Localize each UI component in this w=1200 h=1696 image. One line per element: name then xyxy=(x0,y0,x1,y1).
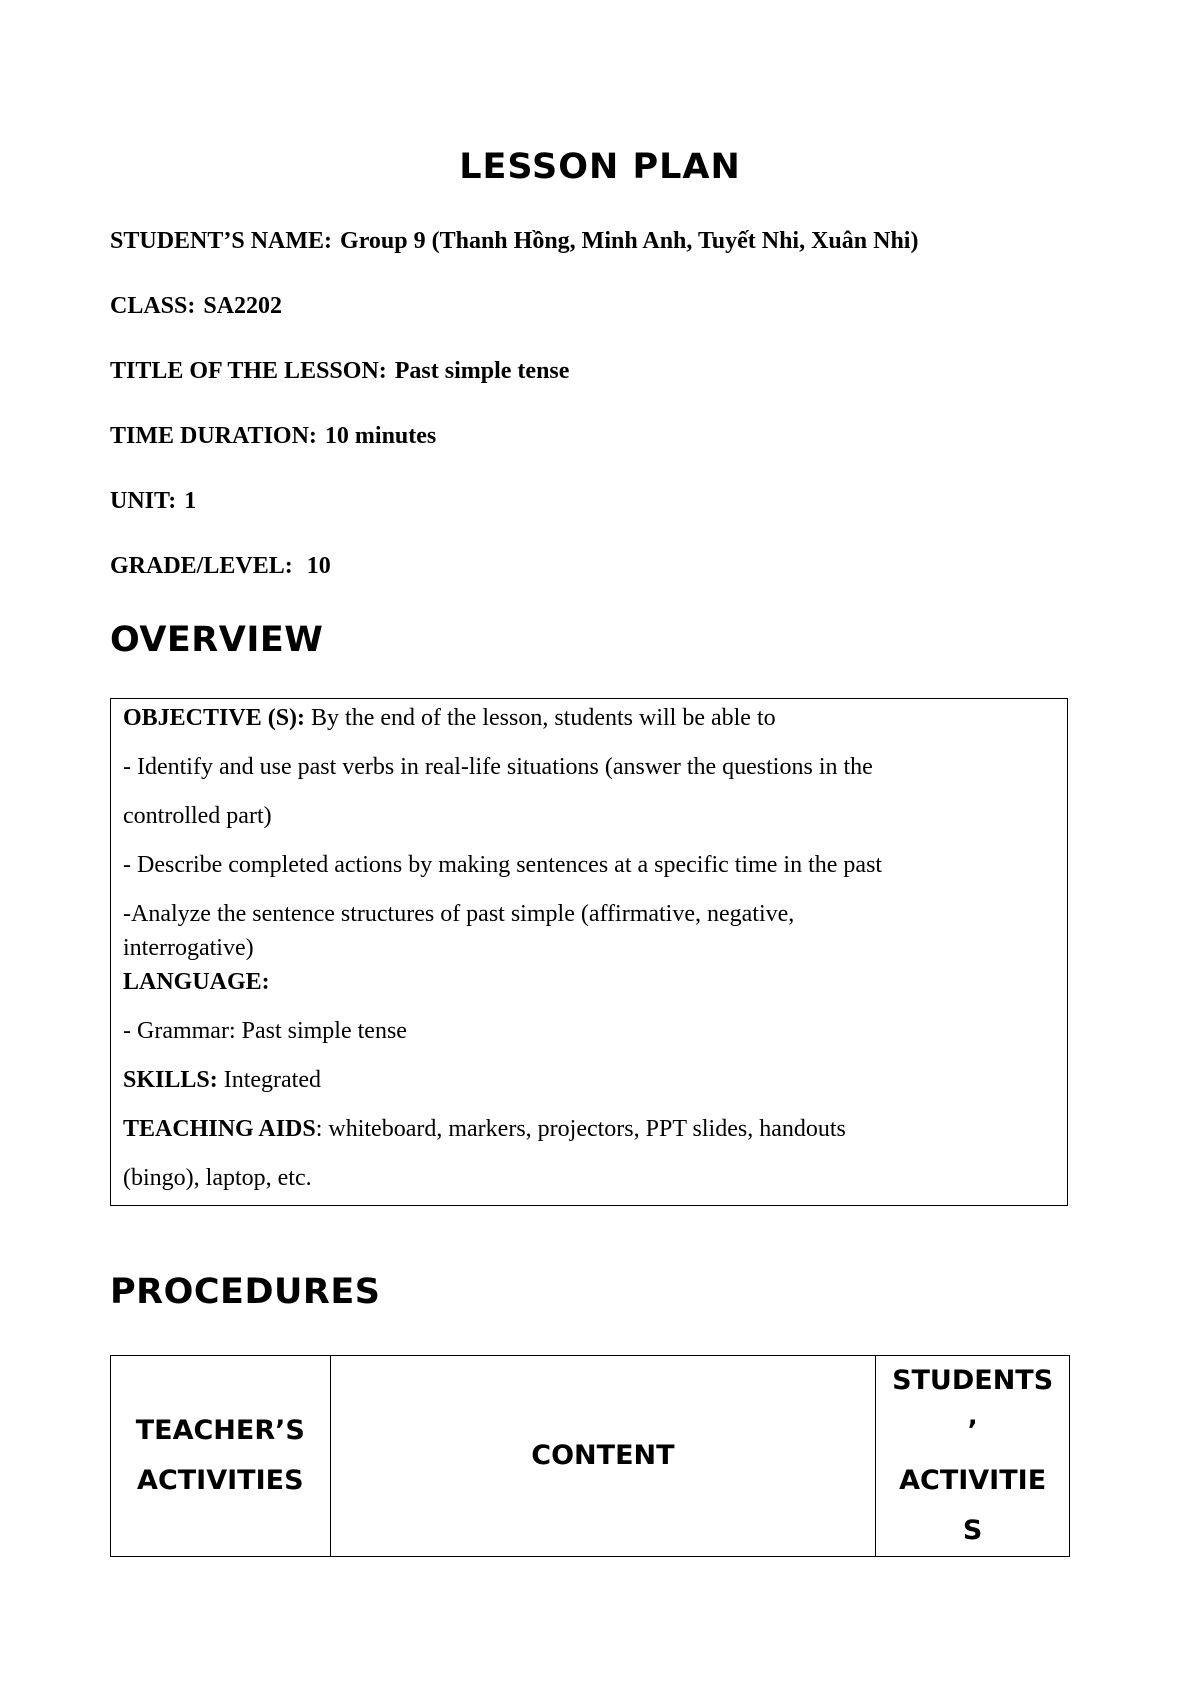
objective-label: OBJECTIVE (S): xyxy=(123,705,306,731)
header-text-line: TEACHER’S xyxy=(135,1415,305,1446)
info-key: STUDENT’S NAME: xyxy=(110,228,333,254)
teaching-aids-line xyxy=(123,1114,1055,1144)
objective-item-1: - Identify and use past verbs in real-life situations (answer the questions in the xyxy=(123,754,873,780)
info-value: 1 xyxy=(184,488,197,514)
objective-intro: By the end of the lesson, students will be able to xyxy=(311,705,776,731)
procedures-heading: PROCEDURES xyxy=(110,1272,381,1312)
info-key: CLASS: xyxy=(110,293,196,319)
teaching-aids-value-cont: (bingo), laptop, etc. xyxy=(123,1165,312,1191)
procedures-table xyxy=(110,1355,1070,1557)
objective-item-1-cont: controlled part) xyxy=(123,803,272,829)
info-key: TITLE OF THE LESSON: xyxy=(110,358,387,384)
grammar-line: - Grammar: Past simple tense xyxy=(123,1018,407,1044)
info-key: UNIT: xyxy=(110,488,177,514)
info-value: SA2202 xyxy=(203,293,283,319)
info-value: Past simple tense xyxy=(394,358,570,384)
skills-label: SKILLS: xyxy=(123,1067,218,1093)
teaching-aids-value: whiteboard, markers, projectors, PPT slides, handouts xyxy=(328,1116,846,1142)
info-value: 10 minutes xyxy=(324,423,437,449)
objective-item-3: -Analyze the sentence structures of past simple (affirmative, negative, xyxy=(123,901,795,927)
objective-item-2: - Describe completed actions by making sentences at a specific time in the past xyxy=(123,852,883,878)
header-students-activities xyxy=(876,1356,1070,1557)
table-header-row xyxy=(111,1356,1070,1557)
header-text-line: ACTIVITIE xyxy=(899,1465,1047,1496)
info-row-unit xyxy=(110,486,1110,516)
info-row-student-name xyxy=(110,226,1110,256)
info-value: Group 9 (Thanh Hồng, Minh Anh, Tuyết Nhi, Xuân Nhi) xyxy=(340,228,919,254)
overview-box xyxy=(110,698,1068,1206)
language-label: LANGUAGE: xyxy=(123,969,270,995)
info-key: GRADE/LEVEL: xyxy=(110,553,293,579)
header-text-line: ACTIVITIES xyxy=(137,1465,304,1496)
info-value: 10 xyxy=(300,553,331,579)
teaching-aids-label: TEACHING AIDS xyxy=(123,1116,316,1142)
skills-value: Integrated xyxy=(223,1067,321,1093)
objective-line xyxy=(123,703,1055,733)
info-row-time-duration xyxy=(110,421,1110,451)
header-teachers-activities xyxy=(111,1356,331,1557)
header-text-line: STUDENTS xyxy=(892,1365,1054,1396)
teaching-aids-colon: : xyxy=(315,1116,323,1142)
header-text-line: S xyxy=(962,1515,983,1546)
header-text-line: ’ xyxy=(967,1415,978,1446)
info-row-grade-level xyxy=(110,551,1110,581)
objective-item-3-cont: interrogative) xyxy=(123,935,254,961)
overview-heading: OVERVIEW xyxy=(110,620,324,660)
skills-line xyxy=(123,1065,1055,1095)
info-key: TIME DURATION: xyxy=(110,423,317,449)
info-row-lesson-title xyxy=(110,356,1110,386)
page-title: LESSON PLAN xyxy=(459,147,741,187)
info-row-class xyxy=(110,291,1110,321)
header-content: CONTENT xyxy=(330,1356,876,1557)
lesson-info xyxy=(110,226,1110,616)
